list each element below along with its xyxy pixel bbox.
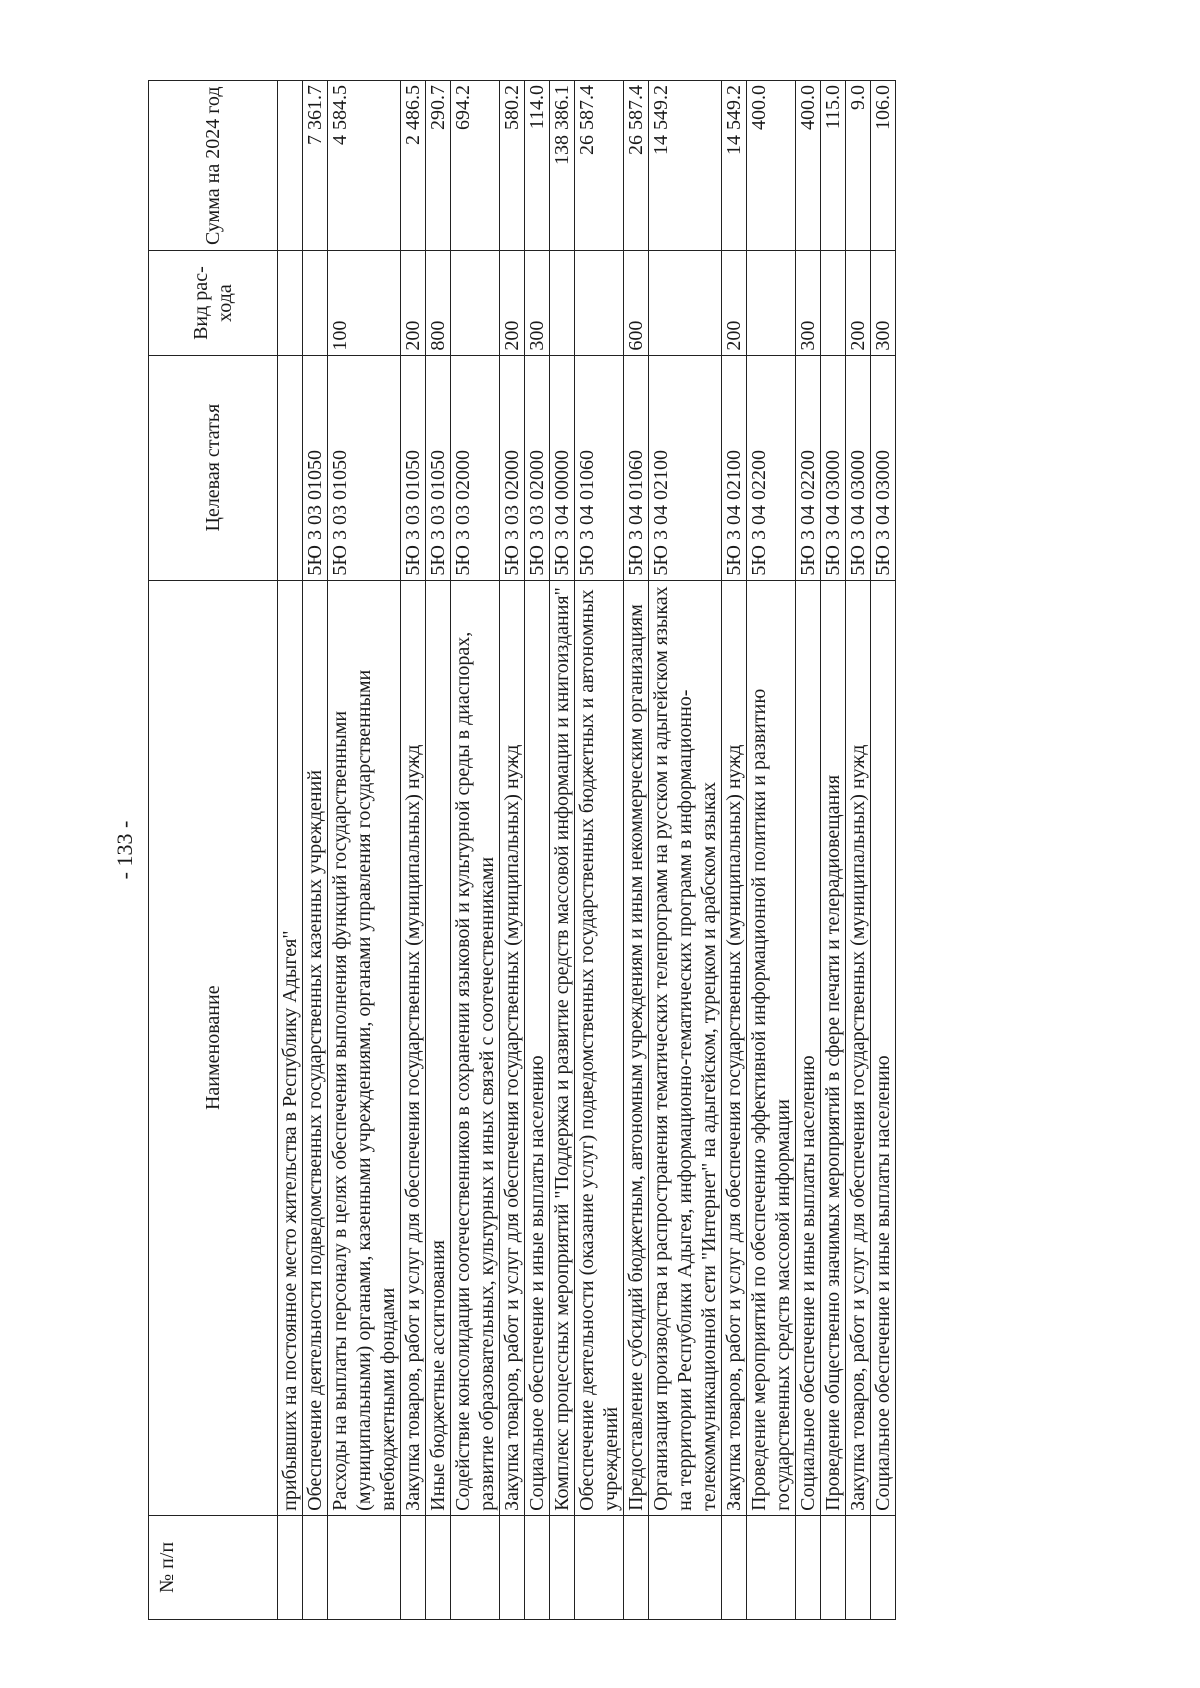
cell-num bbox=[426, 1515, 451, 1619]
cell-target-code: 5Ю 3 04 02200 bbox=[747, 355, 796, 580]
cell-expense-type bbox=[451, 251, 500, 355]
table-body bbox=[278, 81, 896, 1620]
cell-expense-type: 600 bbox=[624, 251, 649, 355]
cell-target-code: 5Ю 3 04 01060 bbox=[575, 355, 624, 580]
header-num: № п/п bbox=[149, 1515, 278, 1619]
cell-num bbox=[278, 1515, 303, 1619]
table-row bbox=[821, 81, 846, 1620]
cell-sum: 106.0 bbox=[871, 81, 896, 252]
cell-num bbox=[451, 1515, 500, 1619]
cell-name: Проведение мероприятий по обеспечению эффективной информационной политики и развитию государственных средств массовой информации bbox=[747, 580, 796, 1515]
table-row bbox=[278, 81, 303, 1620]
cell-target-code: 5Ю 3 03 01050 bbox=[401, 355, 426, 580]
cell-target-code: 5Ю 3 04 03000 bbox=[821, 355, 846, 580]
table-row bbox=[649, 81, 722, 1620]
cell-num bbox=[624, 1515, 649, 1619]
cell-target-code: 5Ю 3 04 02100 bbox=[722, 355, 747, 580]
header-code: Целевая статья bbox=[149, 355, 278, 580]
cell-sum: 26 587.4 bbox=[624, 81, 649, 252]
cell-target-code: 5Ю 3 04 03000 bbox=[846, 355, 871, 580]
cell-target-code: 5Ю 3 04 02200 bbox=[796, 355, 821, 580]
table-row bbox=[525, 81, 550, 1620]
table-row bbox=[426, 81, 451, 1620]
page-number: - 133 - bbox=[112, 820, 137, 880]
cell-sum: 9.0 bbox=[846, 81, 871, 252]
cell-num bbox=[328, 1515, 401, 1619]
cell-sum: 138 386.1 bbox=[550, 81, 575, 252]
cell-num bbox=[796, 1515, 821, 1619]
cell-name: Закупка товаров, работ и услуг для обеспечения государственных (муниципальных) нужд bbox=[401, 580, 426, 1515]
table-row bbox=[328, 81, 401, 1620]
cell-num bbox=[401, 1515, 426, 1619]
cell-sum: 7 361.7 bbox=[303, 81, 328, 252]
cell-target-code: 5Ю 3 04 03000 bbox=[871, 355, 896, 580]
cell-sum: 694.2 bbox=[451, 81, 500, 252]
cell-target-code: 5Ю 3 03 01050 bbox=[426, 355, 451, 580]
cell-name: Предоставление субсидий бюджетным, автономным учреждениям и иным некоммерческим организациям bbox=[624, 580, 649, 1515]
table-row bbox=[722, 81, 747, 1620]
cell-sum: 14 549.2 bbox=[649, 81, 722, 252]
cell-sum: 2 486.5 bbox=[401, 81, 426, 252]
cell-target-code: 5Ю 3 04 01060 bbox=[624, 355, 649, 580]
cell-expense-type: 200 bbox=[846, 251, 871, 355]
cell-name: Обеспечение деятельности подведомственных государственных казенных учреждений bbox=[303, 580, 328, 1515]
cell-expense-type: 300 bbox=[871, 251, 896, 355]
cell-name: Организация производства и распространения тематических телепрограмм на русском и адыгейском языках на территории Республики Адыгея, информационно-тематических программ в информационно-телекоммуникационной сети "Интернет" на адыгейском, турецком и арабском языках bbox=[649, 580, 722, 1515]
cell-name: Обеспечение деятельности (оказание услуг) подведомственных государственных бюджетных и автономных учреждений bbox=[575, 580, 624, 1515]
cell-target-code: 5Ю 3 04 02100 bbox=[649, 355, 722, 580]
cell-expense-type: 300 bbox=[796, 251, 821, 355]
cell-name: Содействие консолидации соотечественников в сохранении языковой и культурной среды в диаспорах, развитие образовательных, культурных и иных связей с соотечественниками bbox=[451, 580, 500, 1515]
cell-num bbox=[747, 1515, 796, 1619]
table-row bbox=[575, 81, 624, 1620]
cell-sum bbox=[278, 81, 303, 252]
cell-expense-type: 200 bbox=[500, 251, 525, 355]
document-page bbox=[110, 80, 1060, 1620]
cell-expense-type: 300 bbox=[525, 251, 550, 355]
cell-num bbox=[722, 1515, 747, 1619]
cell-expense-type: 200 bbox=[722, 251, 747, 355]
cell-name: Закупка товаров, работ и услуг для обеспечения государственных (муниципальных) нужд bbox=[846, 580, 871, 1515]
cell-name: Проведение общественно значимых мероприятий в сфере печати и телерадиовещания bbox=[821, 580, 846, 1515]
table-row bbox=[303, 81, 328, 1620]
cell-target-code bbox=[278, 355, 303, 580]
table-row bbox=[624, 81, 649, 1620]
cell-expense-type bbox=[747, 251, 796, 355]
cell-name: Социальное обеспечение и иные выплаты населению bbox=[525, 580, 550, 1515]
cell-sum: 400.0 bbox=[796, 81, 821, 252]
cell-name: прибывших на постоянное место жительства в Республику Адыгея" bbox=[278, 580, 303, 1515]
cell-sum: 4 584.5 bbox=[328, 81, 401, 252]
cell-expense-type bbox=[649, 251, 722, 355]
table-row bbox=[401, 81, 426, 1620]
cell-name: Закупка товаров, работ и услуг для обеспечения государственных (муниципальных) нужд bbox=[500, 580, 525, 1515]
header-type: Вид рас- хода bbox=[149, 251, 278, 355]
cell-num bbox=[303, 1515, 328, 1619]
cell-name: Социальное обеспечение и иные выплаты населению bbox=[871, 580, 896, 1515]
table-row bbox=[451, 81, 500, 1620]
cell-target-code: 5Ю 3 03 02000 bbox=[451, 355, 500, 580]
cell-expense-type: 200 bbox=[401, 251, 426, 355]
cell-expense-type: 100 bbox=[328, 251, 401, 355]
cell-target-code: 5Ю 3 03 02000 bbox=[500, 355, 525, 580]
table-header-row bbox=[149, 81, 278, 1620]
cell-sum: 26 587.4 bbox=[575, 81, 624, 252]
table-row bbox=[747, 81, 796, 1620]
cell-sum: 115.0 bbox=[821, 81, 846, 252]
cell-num bbox=[871, 1515, 896, 1619]
cell-name: Иные бюджетные ассигнования bbox=[426, 580, 451, 1515]
cell-target-code: 5Ю 3 03 02000 bbox=[525, 355, 550, 580]
header-name: Наименование bbox=[149, 580, 278, 1515]
cell-name: Комплекс процессных мероприятий "Поддержка и развитие средств массовой информации и книгоиздания" bbox=[550, 580, 575, 1515]
table-row bbox=[550, 81, 575, 1620]
budget-table bbox=[148, 80, 896, 1620]
cell-name: Расходы на выплаты персоналу в целях обеспечения выполнения функций государственными (муниципальными) органами, казенными учреждениями, органами управления государственными внебюджетными фондами bbox=[328, 580, 401, 1515]
cell-num bbox=[550, 1515, 575, 1619]
cell-target-code: 5Ю 3 03 01050 bbox=[328, 355, 401, 580]
cell-sum: 290.7 bbox=[426, 81, 451, 252]
cell-expense-type: 800 bbox=[426, 251, 451, 355]
cell-sum: 400.0 bbox=[747, 81, 796, 252]
table-row bbox=[796, 81, 821, 1620]
cell-num bbox=[575, 1515, 624, 1619]
cell-name: Закупка товаров, работ и услуг для обеспечения государственных (муниципальных) нужд bbox=[722, 580, 747, 1515]
cell-num bbox=[821, 1515, 846, 1619]
table-row bbox=[500, 81, 525, 1620]
cell-sum: 14 549.2 bbox=[722, 81, 747, 252]
cell-expense-type bbox=[821, 251, 846, 355]
cell-target-code: 5Ю 3 03 01050 bbox=[303, 355, 328, 580]
header-sum: Сумма на 2024 год bbox=[149, 81, 278, 252]
cell-expense-type bbox=[575, 251, 624, 355]
cell-name: Социальное обеспечение и иные выплаты населению bbox=[796, 580, 821, 1515]
cell-sum: 580.2 bbox=[500, 81, 525, 252]
cell-num bbox=[500, 1515, 525, 1619]
table-row bbox=[871, 81, 896, 1620]
cell-sum: 114.0 bbox=[525, 81, 550, 252]
cell-expense-type bbox=[278, 251, 303, 355]
cell-num bbox=[846, 1515, 871, 1619]
cell-expense-type bbox=[550, 251, 575, 355]
cell-target-code: 5Ю 3 04 00000 bbox=[550, 355, 575, 580]
table-row bbox=[846, 81, 871, 1620]
cell-num bbox=[649, 1515, 722, 1619]
cell-num bbox=[525, 1515, 550, 1619]
cell-expense-type bbox=[303, 251, 328, 355]
